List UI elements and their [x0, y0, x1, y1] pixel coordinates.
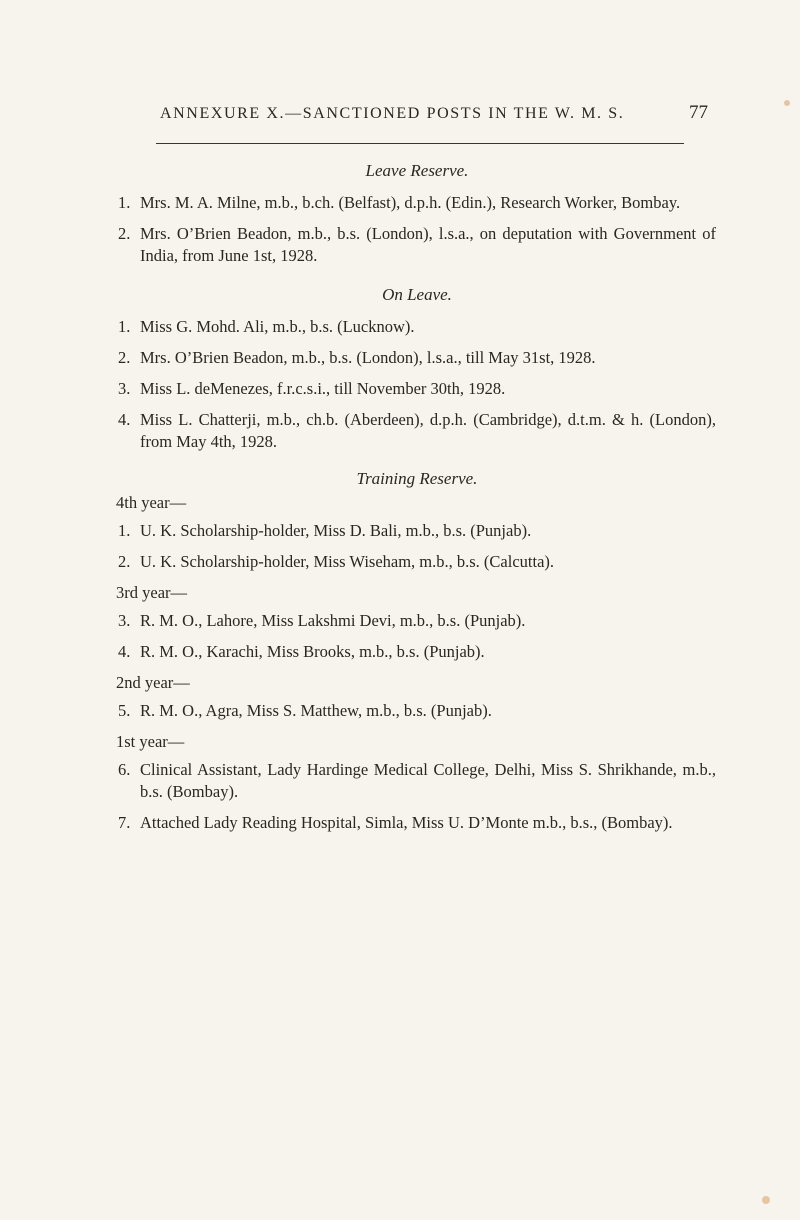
item-number: 3.	[118, 379, 131, 398]
item-number: 3.	[118, 611, 131, 630]
paper-stain	[784, 100, 790, 106]
year-group-label: 4th year—	[116, 493, 187, 512]
list-item	[118, 409, 716, 453]
item-number: 1.	[118, 521, 131, 540]
item-text: Mrs. M. A. Milne, m.b., b.ch. (Belfast), d.p.h. (Edin.), Research Worker, Bombay.	[140, 193, 681, 212]
list-item	[118, 812, 716, 834]
list-item	[118, 378, 716, 400]
item-number: 6.	[118, 760, 131, 779]
page-body	[118, 160, 716, 843]
list-item	[118, 700, 716, 722]
list-item	[118, 223, 716, 267]
item-text: Miss G. Mohd. Ali, m.b., b.s. (Lucknow).	[140, 317, 415, 336]
section-title-training-reserve: Training Reserve.	[356, 469, 478, 488]
item-text: U. K. Scholarship-holder, Miss Wiseham, m.b., b.s. (Calcutta).	[140, 552, 555, 571]
item-text: R. M. O., Agra, Miss S. Matthew, m.b., b.s. (Punjab).	[140, 701, 492, 720]
page-number: 77	[689, 102, 708, 123]
section-title-on-leave: On Leave.	[382, 285, 452, 304]
year-group-label: 3rd year—	[116, 583, 188, 602]
year-group-label: 1st year—	[116, 732, 185, 751]
item-text: Attached Lady Reading Hospital, Simla, Miss U. D’Monte m.b., b.s., (Bombay).	[140, 813, 673, 832]
list-item	[118, 347, 716, 369]
list-item	[118, 192, 716, 214]
item-number: 1.	[118, 193, 131, 212]
header-rule	[156, 143, 684, 144]
item-number: 1.	[118, 317, 131, 336]
item-text: R. M. O., Lahore, Miss Lakshmi Devi, m.b., b.s. (Punjab).	[140, 611, 526, 630]
section-title-leave-reserve: Leave Reserve.	[365, 161, 469, 180]
page-header-title: ANNEXURE X.—SANCTIONED POSTS IN THE W. M. S.	[160, 105, 625, 122]
page-header	[160, 102, 708, 124]
item-number: 2.	[118, 348, 131, 367]
item-text: Miss L. deMenezes, f.r.c.s.i., till November 30th, 1928.	[140, 379, 506, 398]
paper-stain	[762, 1196, 770, 1204]
item-text: Mrs. O’Brien Beadon, m.b., b.s. (London), l.s.a., on deputation with Government of India, from June 1st, 1928.	[140, 224, 716, 265]
list-item	[118, 551, 716, 573]
item-text: Mrs. O’Brien Beadon, m.b., b.s. (London), l.s.a., till May 31st, 1928.	[140, 348, 596, 367]
list-item	[118, 520, 716, 542]
list-item	[118, 316, 716, 338]
item-number: 2.	[118, 552, 131, 571]
list-item	[118, 759, 716, 803]
item-text: Miss L. Chatterji, m.b., ch.b. (Aberdeen), d.p.h. (Cambridge), d.t.m. & h. (London), from May 4th, 1928.	[140, 410, 716, 451]
item-number: 7.	[118, 813, 131, 832]
year-group-label: 2nd year—	[116, 673, 190, 692]
list-item	[118, 610, 716, 632]
item-number: 4.	[118, 642, 131, 661]
item-text: R. M. O., Karachi, Miss Brooks, m.b., b.s. (Punjab).	[140, 642, 485, 661]
item-number: 2.	[118, 224, 131, 243]
item-number: 4.	[118, 410, 131, 429]
list-item	[118, 641, 716, 663]
item-number: 5.	[118, 701, 131, 720]
item-text: U. K. Scholarship-holder, Miss D. Bali, m.b., b.s. (Punjab).	[140, 521, 532, 540]
item-text: Clinical Assistant, Lady Hardinge Medical College, Delhi, Miss S. Shrikhande, m.b., b.s. (Bombay).	[140, 760, 716, 801]
